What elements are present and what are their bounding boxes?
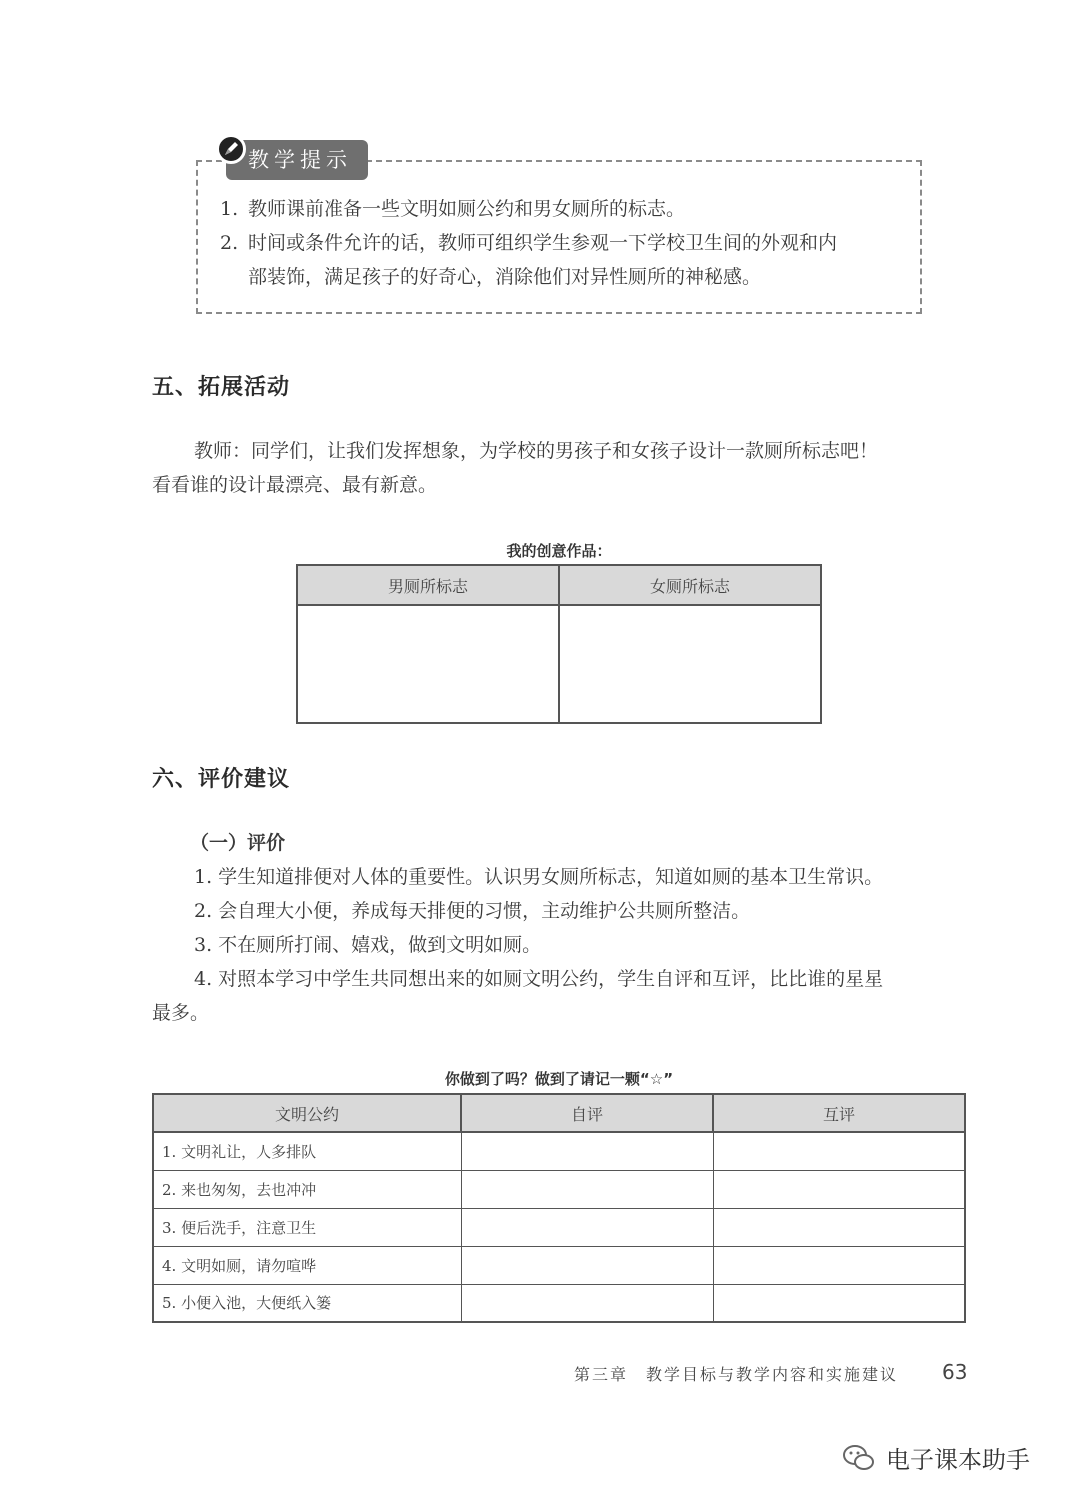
table-row [153,1284,965,1322]
creative-work-table [296,564,822,724]
female-sign-drawing-cell [559,605,821,723]
convention-cell: 4. 文明如厕，请勿喧哗 [153,1246,461,1284]
column-header-male-sign: 男厕所标志 [297,565,559,605]
self-evaluation-cell [461,1170,713,1208]
table-row [153,1170,965,1208]
self-evaluation-cell [461,1246,713,1284]
self-evaluation-cell [461,1132,713,1170]
peer-evaluation-cell [713,1132,965,1170]
column-header-peer-evaluation: 互评 [713,1094,965,1132]
column-header-female-sign: 女厕所标志 [559,565,821,605]
section-heading-evaluation: 六、评价建议 [152,767,291,792]
creative-table-caption: 我的创意作品： [506,542,612,560]
evaluation-item-continued: 最多。 [152,1002,210,1024]
tip-pen-icon [216,134,246,164]
civility-convention-table [152,1093,966,1323]
tip-item: 2. 时间或条件允许的话，教师可组织学生参观一下学校卫生间的外观和内 [220,232,838,254]
convention-cell: 1. 文明礼让，人多排队 [153,1132,461,1170]
peer-evaluation-cell [713,1284,965,1322]
section-heading-extension: 五、拓展活动 [152,375,291,400]
peer-evaluation-cell [713,1246,965,1284]
page-number: 63 [942,1360,968,1384]
source-watermark [842,1440,1030,1475]
evaluation-item: 4. 对照本学习中学生共同想出来的如厕文明公约，学生自评和互评，比比谁的星星 [194,968,884,990]
column-header-self-evaluation: 自评 [461,1094,713,1132]
peer-evaluation-cell [713,1208,965,1246]
table-row [153,1246,965,1284]
self-evaluation-cell [461,1208,713,1246]
peer-evaluation-cell [713,1170,965,1208]
evaluation-item: 3. 不在厕所打闹、嬉戏，做到文明如厕。 [194,934,542,956]
evaluation-item: 2. 会自理大小便，养成每天排便的习惯，主动维护公共厕所整洁。 [194,900,751,922]
convention-cell: 3. 便后洗手，注意卫生 [153,1208,461,1246]
chapter-footer: 第三章 教学目标与教学内容和实施建议 [574,1365,899,1384]
convention-cell: 5. 小便入池，大便纸入篓 [153,1284,461,1322]
self-evaluation-cell [461,1284,713,1322]
extension-paragraph-line1: 教师：同学们，让我们发挥想象，为学校的男孩子和女孩子设计一款厕所标志吧！ [194,440,879,462]
tip-item: 1. 教师课前准备一些文明如厕公约和男女厕所的标志。 [220,198,686,220]
male-sign-drawing-cell [297,605,559,723]
self-check-table-caption: 你做到了吗？做到了请记一颗“☆” [444,1070,674,1088]
column-header-convention: 文明公约 [153,1094,461,1132]
evaluation-subheading: （一）评价 [190,832,286,854]
evaluation-item: 1. 学生知道排便对人体的重要性。认识男女厕所标志，知道如厕的基本卫生常识。 [194,866,884,888]
wechat-icon [842,1443,876,1473]
convention-cell: 2. 来也匆匆，去也冲冲 [153,1170,461,1208]
table-row [153,1208,965,1246]
teaching-tip-title: 教学提示 [226,140,368,180]
table-row [153,1132,965,1170]
watermark-text: 电子课本助手 [886,1446,1030,1474]
extension-paragraph-line2: 看看谁的设计最漂亮、最有新意。 [152,474,438,496]
tip-item-continued: 部装饰，满足孩子的好奇心，消除他们对异性厕所的神秘感。 [248,266,762,288]
teaching-tip-list [220,192,910,294]
